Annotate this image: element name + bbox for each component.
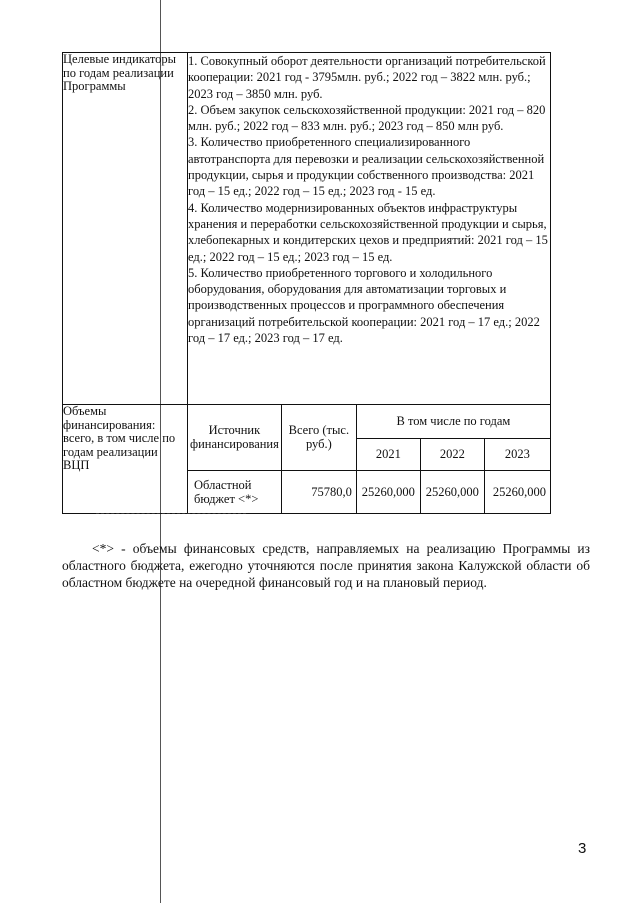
col-years-group-header: В том числе по годам (356, 405, 550, 438)
col-source-header: Источник финансирования (188, 405, 281, 470)
funding-table (188, 405, 550, 513)
indicator-item: 4. Количество модернизированных объектов инфраструктуры хранения и переработки сельскохозяйственной продукции и сырья, хлебопекарных и кондитерских цехов и предприятий: 2021 год – 15 ед.; 2022 год – 15 ед.; 2023 год – 15 ед. (188, 200, 548, 264)
page-number: 3 (578, 840, 587, 857)
footnote-text: <*> - объемы финансовых средств, направляемых на реализацию Программы из областного бюджета, ежегодно уточняются после принятия закона Калужской области об областном бюджете на очередной финансовый год и на плановый период. (62, 541, 590, 590)
funding-value: 25260,000 (356, 470, 420, 513)
funding-value: 25260,000 (420, 470, 484, 513)
footnote-separator (96, 513, 246, 514)
funding-source: Областной бюджет <*> (188, 470, 281, 513)
indicator-item: 5. Количество приобретенного торгового и холодильного оборудования, оборудования для автоматизации торговых и производственных процессов и программного обеспечения организаций потребительской кооперации: 2021 год – 17 ед.; 2022 год – 17 ед.; 2023 год – 17 ед. (188, 265, 540, 346)
indicator-item: 3. Количество приобретенного специализированного автотранспорта для перевозки и реализации сельскохозяйственной продукции, сырья и продукции собственного производства: 2021 год – 15 ед.; 2022 год – 15 ед.; 2023 год - 15 ед. (188, 135, 545, 199)
col-total-header: Всего (тыс. руб.) (281, 405, 356, 470)
funding-cell (188, 405, 551, 514)
funding-total: 75780,0 (281, 470, 356, 513)
year-header: 2023 (484, 438, 550, 470)
year-header: 2021 (356, 438, 420, 470)
footnote (62, 540, 590, 591)
funding-value: 25260,000 (484, 470, 550, 513)
indicators-label: Целевые индикаторы по годам реализации Программы (63, 53, 188, 405)
program-passport-table (62, 52, 551, 514)
indicator-item: 2. Объем закупок сельскохозяйственной продукции: 2021 год – 820 млн. руб.; 2022 год – 833 млн. руб.; 2023 год – 850 млн руб. (188, 102, 546, 134)
funding-label: Объемы финансирования: всего, в том числе по годам реализации ВЦП (63, 405, 188, 514)
indicator-item: 1. Совокупный оборот деятельности организаций потребительской кооперации: 2021 год - 3795млн. руб.; 2022 год – 3822 млн. руб.; 2023 год – 3850 млн. руб. (188, 54, 546, 101)
year-header: 2022 (420, 438, 484, 470)
indicators-cell (188, 53, 551, 405)
